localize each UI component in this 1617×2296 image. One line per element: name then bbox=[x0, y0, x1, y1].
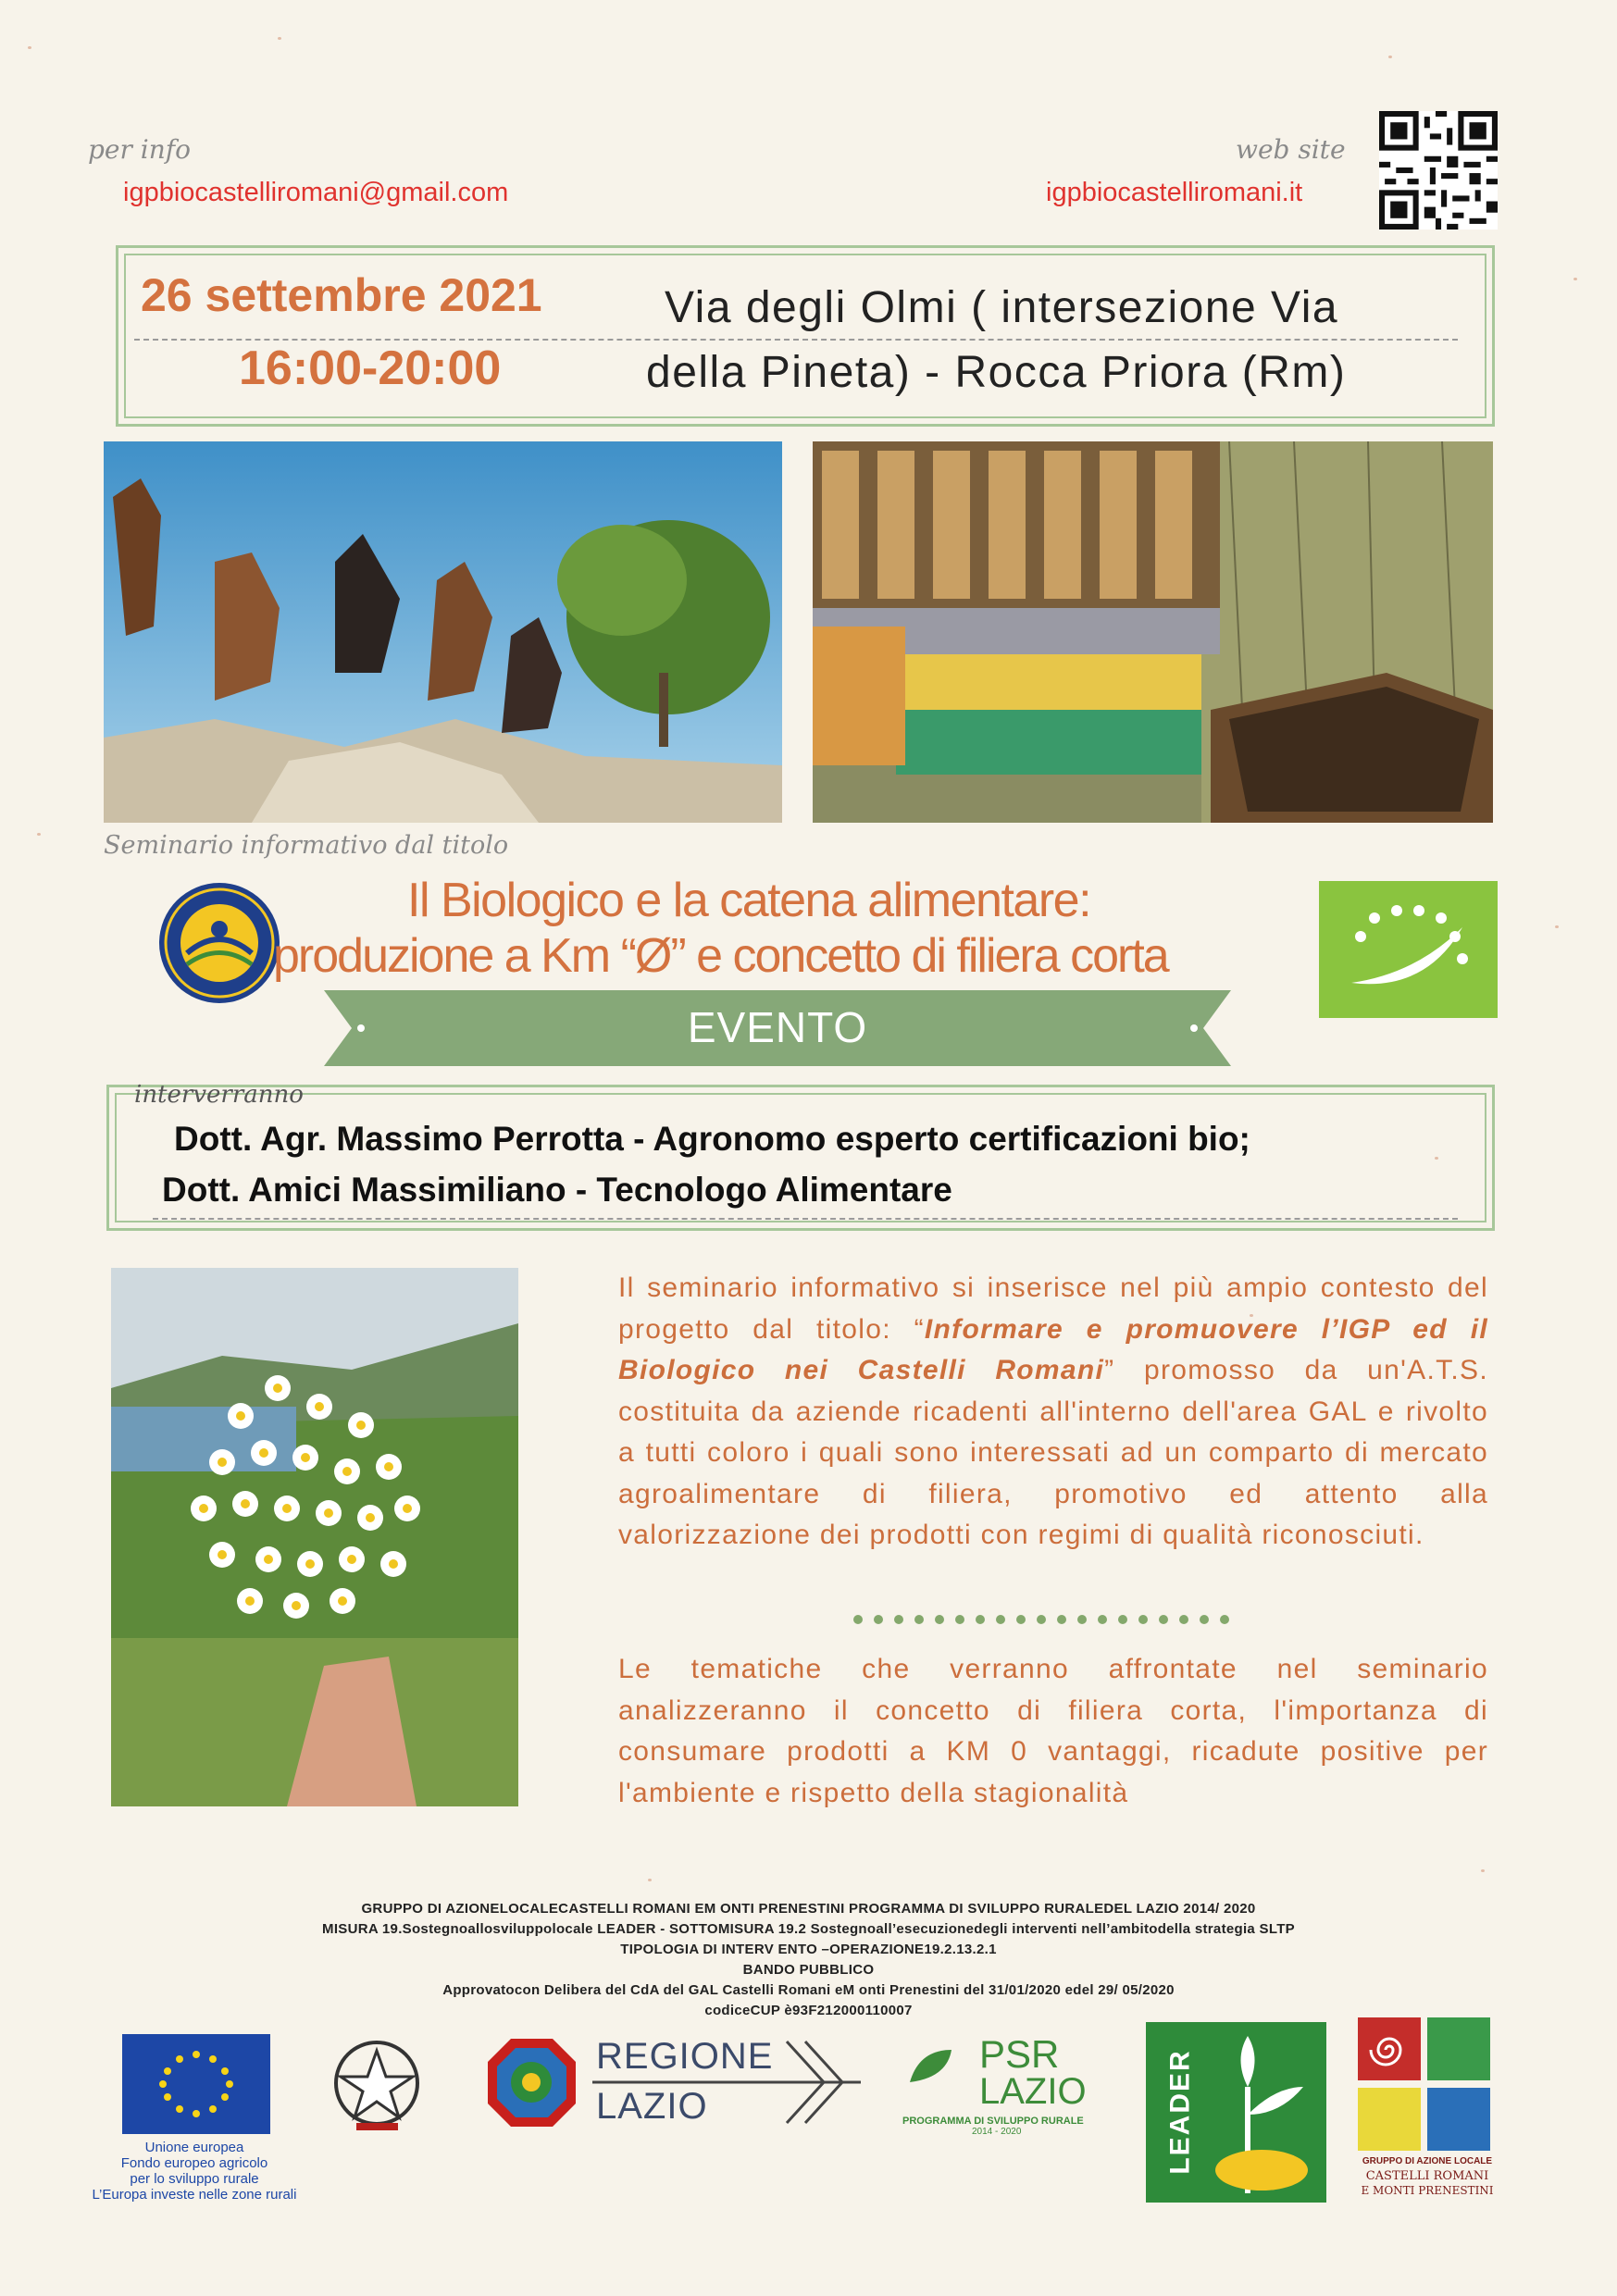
footer-line-5: Approvatocon Delibera del CdA del GAL Castelli Romani eM onti Prenestini del 31/01/2020 edel 29/ 05/2020 bbox=[442, 1982, 1175, 1998]
speaker-1: Dott. Agr. Massimo Perrotta - Agronomo esperto certificazioni bio; bbox=[174, 1120, 1250, 1158]
event-date: 26 settembre 2021 bbox=[141, 269, 542, 321]
footer-line-2: MISURA 19.Sostegnoallosviluppolocale LEADER - SOTTOMISURA 19.2 Sostegnoall’esecuzionedegli interventi nell’ambitodella strategia SLTP bbox=[322, 1921, 1295, 1937]
event-banner-label: EVENTO bbox=[687, 1003, 868, 1051]
date-divider bbox=[134, 339, 1458, 341]
event-time: 16:00-20:00 bbox=[239, 341, 502, 395]
website-link[interactable]: igpbiocastelliromani.it bbox=[1046, 178, 1303, 207]
lazio-coat-logo bbox=[483, 2034, 580, 2131]
event-address-line1: Via degli Olmi ( intersezione Via bbox=[665, 283, 1339, 332]
psr-lazio-logo: PSR LAZIO PROGRAMMA DI SVILUPPO RURALE 2014 - 2020 bbox=[902, 2032, 1087, 2137]
qr-code[interactable] bbox=[1379, 111, 1498, 230]
project-title-emphasis: Informare e promuovere l’IGP ed il Biologico nei Castelli Romani bbox=[618, 1313, 1488, 1385]
speaker-2: Dott. Amici Massimiliano - Tecnologo Alimentare bbox=[162, 1171, 952, 1209]
info-label: per info bbox=[88, 134, 191, 165]
eu-organic-logo bbox=[1319, 881, 1498, 1018]
seminar-title-line2: produzione a Km “Ø” e concetto di filiera corta bbox=[273, 929, 1168, 983]
footer-line-4: BANDO PUBBLICO bbox=[742, 1962, 875, 1978]
body-paragraph-2: Le tematiche che verranno affrontate nel seminario analizzeranno il concetto di filiera corta, l'importanza di consumare prodotti a KM 0 vantaggi, ricadute positive per l'ambiente e rispetto della stagionalità bbox=[618, 1654, 1488, 1808]
website-label: web site bbox=[1236, 134, 1346, 165]
eu-flag-logo bbox=[122, 2034, 270, 2134]
italy-emblem-logo bbox=[324, 2032, 430, 2139]
footer-line-1: GRUPPO DI AZIONELOCALECASTELLI ROMANI EM ONTI PRENESTINI PROGRAMMA DI SVILUPPO RURALEDEL LAZIO 2014/ 2020 bbox=[361, 1901, 1256, 1917]
eu-caption: Unione europea Fondo europeo agricolo per lo sviluppo rurale L’Europa investe nelle zone rurali bbox=[92, 2140, 297, 2203]
contact-email-link[interactable]: igpbiocastelliromani@gmail.com bbox=[123, 178, 509, 207]
speakers-label: interverranno bbox=[134, 1081, 304, 1109]
igp-seal-logo bbox=[157, 881, 281, 1005]
speakers-divider bbox=[153, 1218, 1458, 1220]
gal-castelli-romani-logo: GRUPPO DI AZIONE LOCALE CASTELLI ROMANI E MONTI PRENESTINI bbox=[1353, 2017, 1501, 2207]
dotted-separator bbox=[853, 1612, 1240, 1629]
leader-logo: LEADER bbox=[1146, 2022, 1326, 2203]
chamomile-photo bbox=[111, 1268, 518, 1806]
footer-line-6: codiceCUP è93F212000110007 bbox=[704, 2003, 913, 2018]
event-address-line2: della Pineta) - Rocca Priora (Rm) bbox=[646, 348, 1347, 397]
body-paragraph-1: Il seminario informativo si inserisce nel più ampio contesto del progetto dal titolo: “Informare e promuovere l’IGP ed il Biologico nei Castelli Romani” promosso da un'A.T.S. costituita da aziende ricadenti all'interno dell'area GAL e rivolto a tutti coloro i quali sono interessati ad un comparto di mercato agroalimentare di filiera, promotivo ed attento alla valorizzazione dei prodotti con regimi di qualità riconosciuti. bbox=[618, 1272, 1488, 1550]
regione-lazio-logo: REGIONE LAZIO bbox=[592, 2034, 861, 2130]
seminar-title-line1: Il Biologico e la catena alimentare: bbox=[407, 874, 1091, 927]
footer-line-3: TIPOLOGIA DI INTERV ENTO –OPERAZIONE19.2.13.2.1 bbox=[620, 1942, 997, 1957]
beehives-photo bbox=[813, 441, 1493, 823]
seminar-intro-label: Seminario informativo dal titolo bbox=[104, 831, 509, 860]
goats-photo bbox=[104, 441, 782, 823]
